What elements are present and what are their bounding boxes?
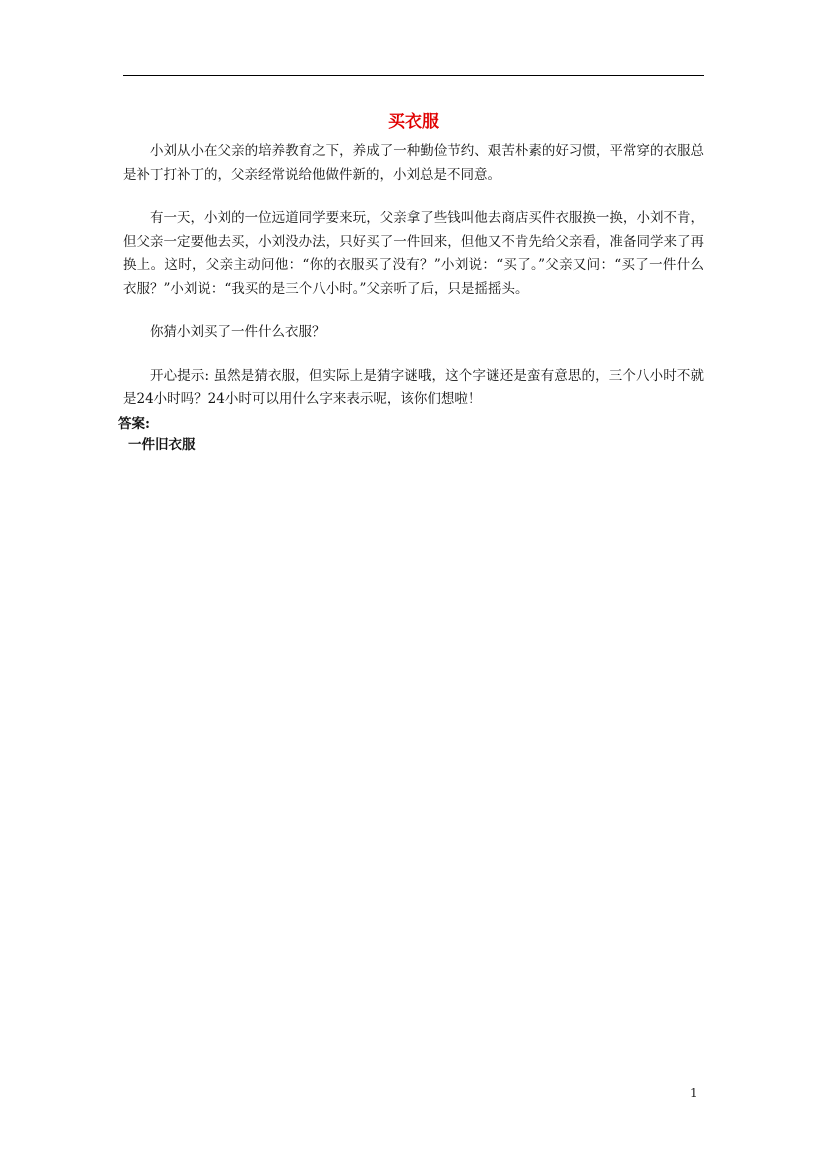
paragraph-story: 有一天，小刘的一位远道同学要来玩，父亲拿了些钱叫他去商店买件衣服换一换，小刘不肯，但父亲一定要他去买，小刘没办法，只好买了一件回来，但他又不肯先给父亲看，准备同学来了再换上。这时，父亲主动问他：“你的衣服买了没有？”小刘说：“买了。”父亲又问：“买了一件什么衣服？”小刘说：“我买的是三个八小时。”父亲听了后，只是摇摇头。	[123, 210, 704, 297]
answer-text: 一件旧衣服	[128, 436, 196, 453]
document-title: 买衣服	[388, 112, 439, 132]
header-rule	[123, 75, 704, 76]
document-body	[118, 108, 704, 456]
page-number: 1	[690, 1086, 698, 1100]
paragraph-hint: 开心提示: 虽然是猜衣服，但实际上是猜字谜哦，这个字谜还是蛮有意思的，三个八小时不就是24小时吗？24小时可以用什么字来表示呢，该你们想啦！	[123, 367, 704, 407]
answer-label: 答案:	[118, 415, 150, 432]
paragraph-question: 你猜小刘买了一件什么衣服？	[150, 324, 326, 340]
paragraph-intro: 小刘从小在父亲的培养教育之下，养成了一种勤俭节约、艰苦朴素的好习惯，平常穿的衣服总是补丁打补丁的，父亲经常说给他做件新的，小刘总是不同意。	[123, 143, 704, 183]
